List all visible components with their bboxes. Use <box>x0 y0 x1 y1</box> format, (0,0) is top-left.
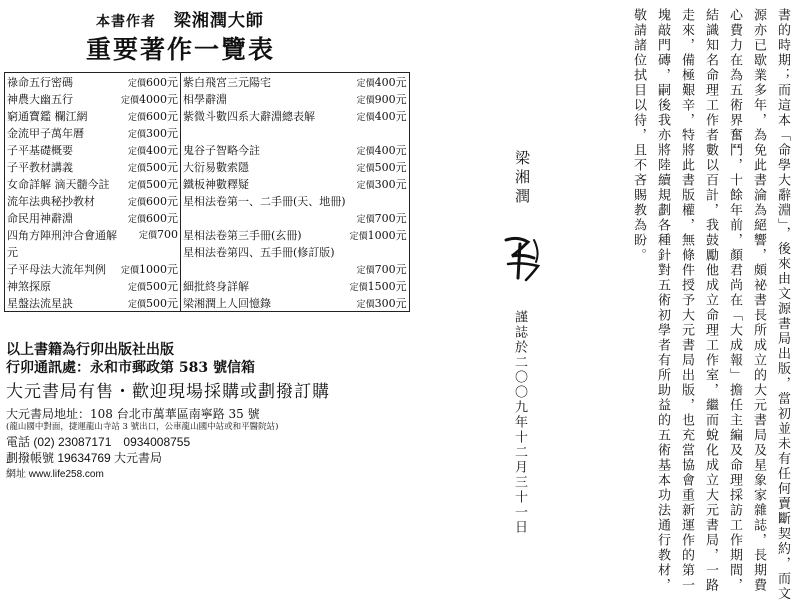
price-value: 500元 <box>146 160 179 174</box>
preface-column: 走來，備極艱辛，特將此書版權，無條件授予大元書局出版，也充當協會重新運作的第一 <box>679 8 694 593</box>
table-row <box>5 73 410 91</box>
price-value: 400元 <box>374 75 407 89</box>
price-label: 定價 <box>356 265 375 276</box>
table-row <box>5 209 410 226</box>
book-price <box>348 243 410 260</box>
book-price <box>348 107 410 124</box>
book-title: 星相法卷第四、五手冊(修訂版) <box>181 243 348 260</box>
book-price <box>119 175 181 192</box>
book-title: 神農大幽五行 <box>7 92 73 106</box>
price-value: 4000元 <box>139 92 179 106</box>
book-title: 紫白飛宮三元陽宅 <box>181 73 348 91</box>
price-label: 定價 <box>128 282 147 293</box>
book-price <box>119 294 181 312</box>
price-label: 定價 <box>128 180 147 191</box>
phone: 電話 (02) 23087171 0934008755 <box>6 435 191 449</box>
price-value: 700 <box>157 228 179 241</box>
book-title <box>181 124 348 141</box>
price-value: 1000元 <box>139 262 179 276</box>
account: 劃撥帳號 19634769 大元書局 <box>6 451 163 465</box>
preface-column: 心費力在為五術界奮鬥，十餘年前，顏君尚在「大成報」擔任主編及命理採訪工作期間， <box>727 8 742 593</box>
price-label: 定價 <box>128 299 147 310</box>
price-label: 定價 <box>128 78 147 89</box>
price-label: 定價 <box>121 265 140 276</box>
book-price <box>119 158 181 175</box>
price-label: 定價 <box>128 163 147 174</box>
book-price <box>119 243 181 260</box>
table-row <box>5 243 410 260</box>
table-row <box>5 294 410 312</box>
website: 網址 www.life258.com <box>6 469 104 480</box>
book-title <box>181 260 348 277</box>
publisher-note: 以上書籍為行卯出版社出版 <box>6 342 174 358</box>
signature-date: 謹誌於二〇〇九年十二月三十一日 <box>512 310 527 535</box>
book-title: 細批終身詳解 <box>181 277 348 294</box>
price-value: 600元 <box>146 194 179 208</box>
price-value: 600元 <box>146 109 179 123</box>
book-price <box>348 90 410 107</box>
price-label: 定價 <box>356 146 375 157</box>
book-price <box>119 260 181 277</box>
book-title <box>181 209 348 226</box>
book-title: 子平基礎概要 <box>7 143 73 157</box>
book-price <box>348 192 410 209</box>
table-row <box>5 158 410 175</box>
signature-name: 梁湘潤 <box>513 150 531 207</box>
sales-banner: 大元書局有售・歡迎現場採購或劃撥訂購 <box>6 382 330 402</box>
book-title: 星相法卷第一、二手冊(天、地冊) <box>181 192 348 209</box>
book-price <box>348 73 410 91</box>
price-label: 定價 <box>349 282 368 293</box>
price-label: 定價 <box>121 95 140 106</box>
book-price <box>119 90 181 107</box>
table-row <box>5 192 410 209</box>
table-row <box>5 107 410 124</box>
price-value: 600元 <box>146 75 179 89</box>
book-title: 梁湘潤上人回憶錄 <box>181 294 348 312</box>
price-label: 定價 <box>356 180 375 191</box>
price-value: 600元 <box>146 211 179 225</box>
book-title: 大衍易數索隱 <box>181 158 348 175</box>
book-title: 子平教材講義 <box>7 160 73 174</box>
preface-column: 敬請諸位拭目以待，且不吝賜教為盼。 <box>631 8 646 263</box>
mail-address: 行卯通訊處：永和市郵政第 583 號信箱 <box>6 360 255 376</box>
price-value: 400元 <box>374 143 407 157</box>
book-title: 命民用神辭淵 <box>7 211 73 225</box>
price-label: 定價 <box>356 299 375 310</box>
price-label: 定價 <box>139 231 158 241</box>
book-title: 子平母法大流年判例 <box>7 262 106 276</box>
book-title: 星相法卷第三手冊(玄冊) <box>181 226 348 243</box>
book-price <box>119 209 181 226</box>
book-title: 流年法典秘抄教材 <box>7 194 95 208</box>
price-value: 500元 <box>374 160 407 174</box>
price-value: 700元 <box>374 262 407 276</box>
directions: (龍山國中對面，捷運龍山寺站 3 號出口，公車龍山國中站或和平醫院站) <box>6 422 279 432</box>
book-title: 祿命五行密碼 <box>7 75 73 89</box>
book-price <box>348 158 410 175</box>
price-value: 300元 <box>374 296 407 310</box>
price-value: 1500元 <box>367 279 407 293</box>
book-title: 女命詳解 滴天髓今註 <box>7 177 110 191</box>
book-price <box>348 294 410 312</box>
book-price <box>348 260 410 277</box>
price-value: 400元 <box>374 109 407 123</box>
book-price <box>119 73 181 91</box>
price-label: 定價 <box>349 231 368 242</box>
price-value: 500元 <box>146 296 179 310</box>
table-row <box>5 175 410 192</box>
table-row <box>5 277 410 294</box>
book-price <box>119 192 181 209</box>
book-price <box>119 277 181 294</box>
price-label: 定價 <box>128 112 147 123</box>
page-title: 重要著作一覽表 <box>86 35 276 64</box>
preface-column: 塊敲門磚，嗣後我亦將陸續規劃各種針對五術初學者有所助益的五術基本功法通行教材， <box>655 8 670 593</box>
book-price <box>119 226 181 243</box>
price-label: 定價 <box>356 78 375 89</box>
book-title: 神煞探原 <box>7 279 51 293</box>
book-title: 鐵板神數釋疑 <box>181 175 348 192</box>
price-value: 1000元 <box>367 228 407 242</box>
price-label: 定價 <box>356 95 375 106</box>
book-title: 星盤法流星訣 <box>7 296 73 310</box>
preface-column: 結識知名命理工作者數以百計，我鼓勵他成立命理工作室，繼而蛻化成立大元書局，一路 <box>703 8 718 593</box>
book-price <box>348 124 410 141</box>
price-label: 定價 <box>356 112 375 123</box>
preface-column: 源亦已歇業多年，為免此書淪為絕響，頗祕書長所成立的大元書局及星象家雜誌，長期費 <box>751 8 766 593</box>
author-line <box>96 6 264 31</box>
table-row <box>5 124 410 141</box>
book-title: 鬼谷子智略今註 <box>181 141 348 158</box>
table-row <box>5 90 410 107</box>
book-title: 紫微斗數四系大辭淵總表解 <box>181 107 348 124</box>
price-label: 定價 <box>128 197 147 208</box>
price-value: 400元 <box>146 143 179 157</box>
book-price <box>348 141 410 158</box>
book-title: 四角方陣刑沖合會通解 <box>7 228 117 242</box>
book-title: 元 <box>7 245 18 259</box>
price-label: 定價 <box>356 214 375 225</box>
price-label: 定價 <box>356 163 375 174</box>
table-row <box>5 260 410 277</box>
book-title: 金流甲子萬年曆 <box>7 126 84 140</box>
price-value: 500元 <box>146 279 179 293</box>
author-label: 本書作者 <box>96 14 156 30</box>
price-label: 定價 <box>128 129 147 140</box>
store-address: 大元書局地址：108 台北市萬華區南寧路 35 號 <box>6 407 260 421</box>
book-price <box>119 107 181 124</box>
author-name: 梁湘潤大師 <box>173 11 264 31</box>
book-price <box>348 209 410 226</box>
book-price <box>119 124 181 141</box>
price-value: 500元 <box>146 177 179 191</box>
price-value: 900元 <box>374 92 407 106</box>
book-price <box>348 175 410 192</box>
book-table <box>4 72 410 312</box>
book-price <box>348 277 410 294</box>
book-price <box>348 226 410 243</box>
price-label: 定價 <box>128 214 147 225</box>
price-label: 定價 <box>128 146 147 157</box>
preface-column: 書的時期；而這本「命學大辭淵」，後來由文源書局出版，當初並未有任何賣斷契約，而文 <box>775 8 790 602</box>
book-price <box>119 141 181 158</box>
book-title: 窮通寶鑑 欄江網 <box>7 109 88 123</box>
price-value: 700元 <box>374 211 407 225</box>
catalog-panel <box>0 0 407 544</box>
price-value: 300元 <box>374 177 407 191</box>
price-value: 300元 <box>146 126 179 140</box>
table-row <box>5 226 410 243</box>
book-title: 相學辭淵 <box>181 90 348 107</box>
handwritten-signature <box>498 232 548 284</box>
table-row <box>5 141 410 158</box>
